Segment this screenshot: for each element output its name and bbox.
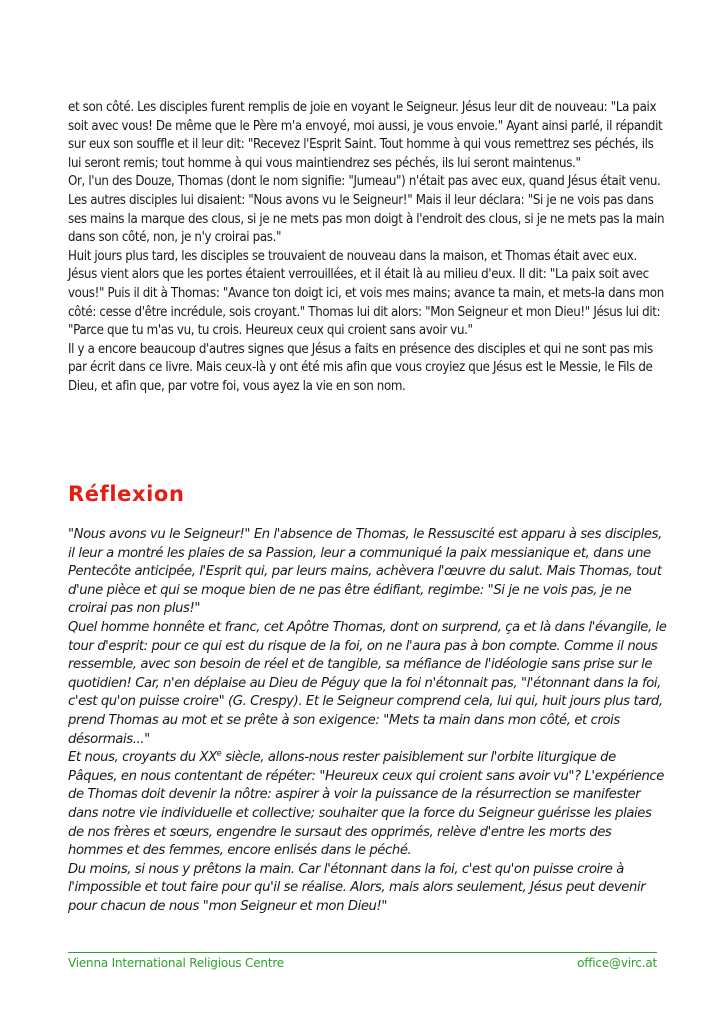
reflexion-paragraph-3 <box>68 749 668 861</box>
footer-divider <box>68 952 657 953</box>
reflexion-paragraph-2: Quel homme honnête et franc, cet Apôtre Thomas, dont on surprend, ça et là dans l'évangile, le tour d'esprit: pour ce qui est du risque de la foi, on ne l'aura pas à bon compte. Comme il nous ressemble, avec son besoin de réel et de tangible, sa méfiance de l'idéologie sans prise sur le quotidien! Car, n'en déplaise au Dieu de Péguy que la foi n'étonnait pas, "l'étonnant dans la foi, c'est qu'on puisse croire" (G. Crespy). Et le Seigneur comprend cela, lui qui, huit jours plus tard, prend Thomas au mot et se prête à son exigence: "Mets ta main dans mon côté, et crois désormais..." <box>68 619 667 747</box>
footer-organization: Vienna International Religious Centre <box>68 956 284 970</box>
century-superscript: e <box>216 748 222 758</box>
gospel-text <box>68 99 668 397</box>
reflexion-text <box>68 526 668 916</box>
gospel-paragraph-2: Or, l'un des Douze, Thomas (dont le nom signifie: "Jumeau") n'était pas avec eux, quand Jésus était venu. Les autres disciples lui disaient: "Nous avons vu le Seigneur!" Mais il leur déclara: "Si je ne vois pas dans ses mains la marque des clous, si je ne mets pas mon doigt à l'endroit des clous, si je ne mets pas la main dans son côté, non, je n'y croirai pas." <box>68 174 665 246</box>
reflexion-heading: Réflexion <box>68 482 185 506</box>
gospel-paragraph-1: et son côté. Les disciples furent remplis de joie en voyant le Seigneur. Jésus leur dit de nouveau: "La paix soit avec vous! De même que le Père m'a envoyé, moi aussi, je vous envoie." Ayant ainsi parlé, il répandit sur eux son souffle et il leur dit: "Recevez l'Esprit Saint. Tout homme à qui vous remettrez ses péchés, ils lui seront remis; tout homme à qui vous maintiendrez ses péchés, ils lui seront maintenus." <box>68 100 663 171</box>
reflexion-paragraph-3-end: siècle, allons-nous rester paisiblement sur l'orbite liturgique de Pâques, en nous contentant de répéter: "Heureux ceux qui croient sans avoir vu"? L'expérience de Thomas doit devenir la nôtre: aspirer à voir la puissance de la résurrection se manifester dans notre vie individuelle et collective; souhaiter que la force du Seigneur guérisse les plaies de nos frères et sœurs, engendre le sursaut des opprimés, relève d'entre les morts des hommes et des femmes, encore enlisés dans le péché. <box>68 750 664 859</box>
gospel-paragraph-4: Il y a encore beaucoup d'autres signes que Jésus a faits en présence des disciples et qui ne sont pas mis par écrit dans ce livre. Mais ceux-là y ont été mis afin que vous croyiez que Jésus est le Messie, le Fils de Dieu, et afin que, par votre foi, vous ayez la vie en son nom. <box>68 341 653 394</box>
footer-email-link[interactable]: office@virc.at <box>577 956 657 970</box>
reflexion-paragraph-4: Du moins, si nous y prêtons la main. Car l'étonnant dans la foi, c'est qu'on puisse croire à l'impossible et tout faire pour qu'il se réalise. Alors, mais alors seulement, Jésus peut devenir pour chacun de nous "mon Seigneur et mon Dieu!" <box>68 861 646 914</box>
reflexion-paragraph-3-start: Et nous, croyants du XX <box>68 750 217 766</box>
reflexion-paragraph-1: "Nous avons vu le Seigneur!" En l'absence de Thomas, le Ressuscité est apparu à ses disciples, il leur a montré les plaies de sa Passion, leur a communiqué la paix messianique et, dans une Pentecôte anticipée, l'Esprit qui, par leurs mains, achèvera l'œuvre du salut. Mais Thomas, tout d'une pièce et qui se moque bien de ne pas être édifiant, regimbe: "Si je ne vois pas, je ne croirai pas non plus!" <box>68 527 662 617</box>
gospel-paragraph-3: Huit jours plus tard, les disciples se trouvaient de nouveau dans la maison, et Thomas était avec eux. Jésus vient alors que les portes étaient verrouillées, et il était là au milieu d'eux. Il dit: "La paix soit avec vous!" Puis il dit à Thomas: "Avance ton doigt ici, et vois mes mains; avance ta main, et mets-la dans mon côté: cesse d'être incrédule, sois croyant." Thomas lui dit alors: "Mon Seigneur et mon Dieu!" Jésus lui dit: "Parce que tu m'as vu, tu crois. Heureux ceux qui croient sans avoir vu." <box>68 248 664 339</box>
